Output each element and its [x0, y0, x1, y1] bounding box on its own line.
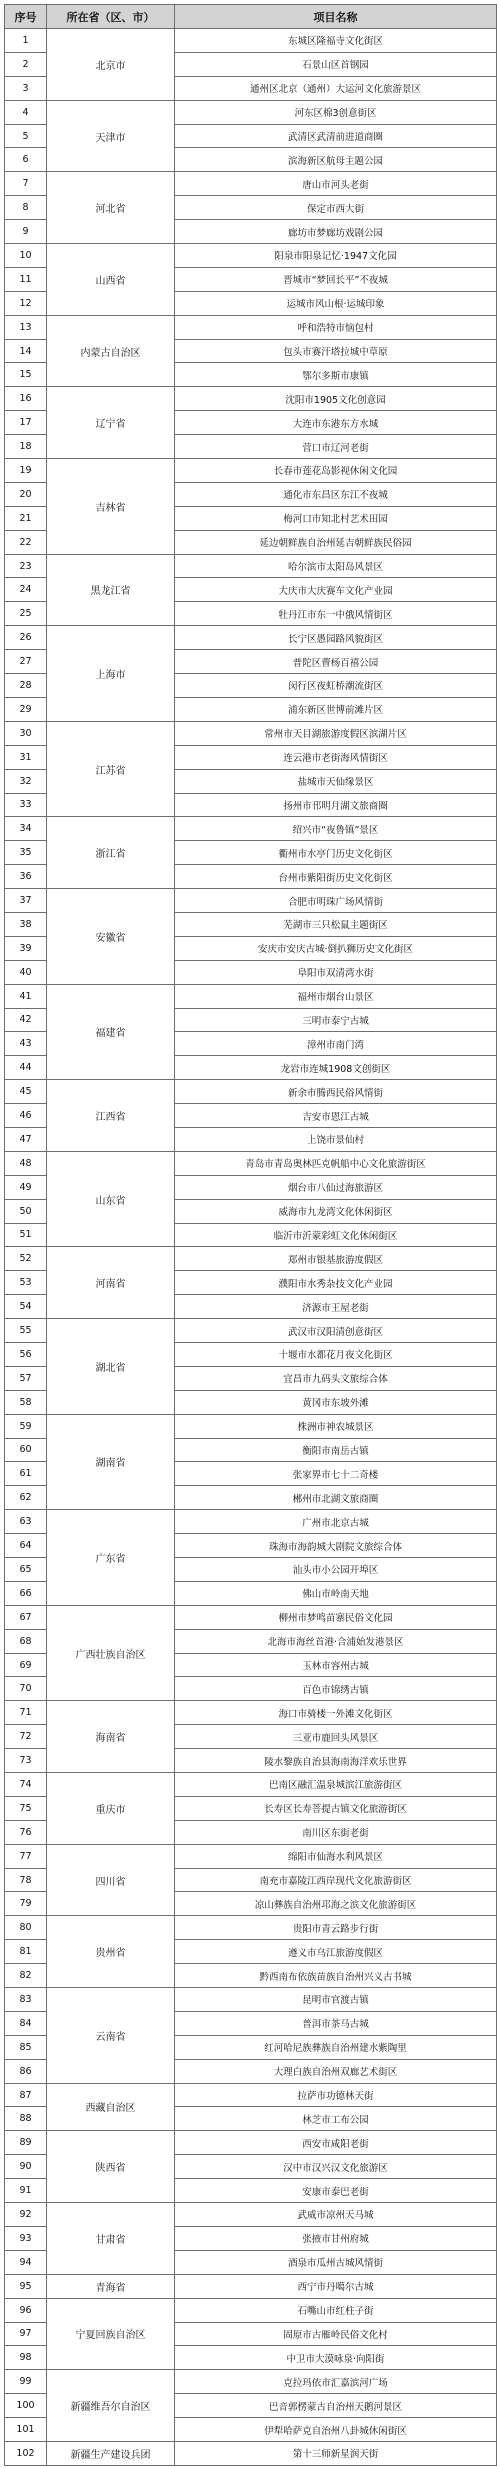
row-number: 97	[5, 2322, 47, 2346]
project-name: 哈尔滨市太阳岛风景区	[175, 554, 497, 578]
row-number: 62	[5, 1486, 47, 1510]
row-number: 14	[5, 339, 47, 363]
header-project-name: 项目名称	[175, 5, 497, 29]
table-row	[5, 1080, 497, 1104]
row-number: 98	[5, 2346, 47, 2370]
project-name: 拉萨市功德林天街	[175, 2083, 497, 2107]
province-cell: 宁夏回族自治区	[47, 2298, 175, 2370]
row-number: 82	[5, 1964, 47, 1988]
project-name: 包头市赛汗塔拉城中草原	[175, 339, 497, 363]
province-cell: 江西省	[47, 1080, 175, 1152]
row-number: 101	[5, 2418, 47, 2442]
project-name: 营口市辽河老街	[175, 435, 497, 459]
row-number: 58	[5, 1390, 47, 1414]
row-number: 74	[5, 1773, 47, 1797]
project-name: 汕头市小公园开埠区	[175, 1558, 497, 1582]
province-cell: 辽宁省	[47, 387, 175, 459]
province-cell: 吉林省	[47, 459, 175, 555]
table-row	[5, 459, 497, 483]
table-row	[5, 2298, 497, 2322]
province-cell: 内蒙古自治区	[47, 315, 175, 387]
row-number: 73	[5, 1749, 47, 1773]
row-number: 45	[5, 1080, 47, 1104]
row-number: 41	[5, 984, 47, 1008]
table-row	[5, 817, 497, 841]
table-row	[5, 626, 497, 650]
province-cell: 天津市	[47, 100, 175, 172]
project-name: 石嘴山市红柱子街	[175, 2298, 497, 2322]
province-cell: 湖北省	[47, 1319, 175, 1415]
project-name: 大理白族自治州双廊艺术街区	[175, 2059, 497, 2083]
row-number: 102	[5, 2441, 47, 2465]
row-number: 86	[5, 2059, 47, 2083]
table-row	[5, 2370, 497, 2394]
table-row	[5, 554, 497, 578]
table-row	[5, 387, 497, 411]
row-number: 34	[5, 817, 47, 841]
project-name: 宜昌市九码头文旅综合体	[175, 1366, 497, 1390]
table-row	[5, 984, 497, 1008]
province-cell: 安徽省	[47, 889, 175, 985]
project-name: 北海市海丝首港·合浦始发港景区	[175, 1629, 497, 1653]
row-number: 88	[5, 2107, 47, 2131]
project-name: 林芝市工布公园	[175, 2107, 497, 2131]
project-name: 新余市腾西民俗风情街	[175, 1080, 497, 1104]
province-cell: 云南省	[47, 1988, 175, 2084]
province-cell: 广西壮族自治区	[47, 1605, 175, 1701]
table-row	[5, 2441, 497, 2465]
row-number: 3	[5, 76, 47, 100]
row-number: 61	[5, 1462, 47, 1486]
row-number: 91	[5, 2179, 47, 2203]
project-name: 西宁市丹噶尔古城	[175, 2274, 497, 2298]
project-name: 漳州市南门湾	[175, 1032, 497, 1056]
row-number: 54	[5, 1295, 47, 1319]
row-number: 36	[5, 865, 47, 889]
row-number: 52	[5, 1247, 47, 1271]
project-name: 张掖市甘州府城	[175, 2226, 497, 2250]
table-row	[5, 2203, 497, 2227]
project-name: 延边朝鲜族自治州延吉朝鲜族民俗园	[175, 530, 497, 554]
row-number: 83	[5, 1988, 47, 2012]
project-name: 通化市东昌区东江不夜城	[175, 482, 497, 506]
table-row	[5, 1988, 497, 2012]
project-name: 晋城市“梦回长平”不夜城	[175, 267, 497, 291]
row-number: 93	[5, 2226, 47, 2250]
row-number: 72	[5, 1725, 47, 1749]
province-cell: 河南省	[47, 1247, 175, 1319]
project-name: 芜湖市三只松鼠主题街区	[175, 912, 497, 936]
table-row	[5, 29, 497, 53]
project-name: 龙岩市连城1908文创街区	[175, 1056, 497, 1080]
project-name: 黄冈市东坡外滩	[175, 1390, 497, 1414]
row-number: 17	[5, 411, 47, 435]
row-number: 31	[5, 745, 47, 769]
project-name: 牡丹江市东一中俄风情街区	[175, 602, 497, 626]
project-name: 河东区棉3创意街区	[175, 100, 497, 124]
province-cell: 青海省	[47, 2274, 175, 2298]
province-cell: 广东省	[47, 1510, 175, 1606]
table-row	[5, 1916, 497, 1940]
row-number: 80	[5, 1916, 47, 1940]
table-row	[5, 2083, 497, 2107]
province-cell: 黑龙江省	[47, 554, 175, 626]
project-name: 普陀区曹杨百禧公园	[175, 650, 497, 674]
project-name: 汉中市汉兴汉文化旅游区	[175, 2155, 497, 2179]
row-number: 38	[5, 912, 47, 936]
project-name: 巴南区融汇温泉城滨江旅游街区	[175, 1773, 497, 1797]
province-cell: 湖南省	[47, 1414, 175, 1510]
project-name: 普洱市茶马古城	[175, 2011, 497, 2035]
row-number: 44	[5, 1056, 47, 1080]
project-name: 衢州市水亭门历史文化街区	[175, 841, 497, 865]
project-name: 陵水黎族自治县海南海洋欢乐世界	[175, 1749, 497, 1773]
project-name: 固原市古雁岭民俗文化村	[175, 2322, 497, 2346]
project-name: 福州市烟台山景区	[175, 984, 497, 1008]
province-cell: 四川省	[47, 1844, 175, 1916]
province-cell: 福建省	[47, 984, 175, 1080]
row-number: 87	[5, 2083, 47, 2107]
table-row	[5, 1414, 497, 1438]
project-name: 吉安市恩江古城	[175, 1104, 497, 1128]
project-name: 绍兴市“夜鲁镇”景区	[175, 817, 497, 841]
project-name: 武清区武清前进道商圈	[175, 124, 497, 148]
row-number: 39	[5, 936, 47, 960]
project-name: 安庆市安庆古城·倒扒狮历史文化街区	[175, 936, 497, 960]
province-cell: 河北省	[47, 172, 175, 244]
row-number: 8	[5, 196, 47, 220]
row-number: 35	[5, 841, 47, 865]
project-name: 连云港市老街海风情街区	[175, 745, 497, 769]
project-name: 石景山区首钢园	[175, 52, 497, 76]
row-number: 42	[5, 1008, 47, 1032]
project-name: 张家界市七十二奇楼	[175, 1462, 497, 1486]
row-number: 24	[5, 578, 47, 602]
row-number: 5	[5, 124, 47, 148]
project-name: 广州市北京古城	[175, 1510, 497, 1534]
project-name: 凉山彝族自治州邛海之滨文化旅游街区	[175, 1892, 497, 1916]
row-number: 6	[5, 148, 47, 172]
row-number: 32	[5, 769, 47, 793]
row-number: 67	[5, 1605, 47, 1629]
row-number: 47	[5, 1127, 47, 1151]
project-name: 盐城市天仙缘景区	[175, 769, 497, 793]
project-name: 常州市天目湖旅游度假区滨湖片区	[175, 721, 497, 745]
row-number: 89	[5, 2131, 47, 2155]
project-name: 梅河口市知北村艺术田园	[175, 506, 497, 530]
table-row	[5, 2274, 497, 2298]
project-name: 株洲市神农城景区	[175, 1414, 497, 1438]
province-cell: 西藏自治区	[47, 2083, 175, 2131]
table-row	[5, 100, 497, 124]
row-number: 55	[5, 1319, 47, 1343]
project-name: 克拉玛依市汇嘉滨河广场	[175, 2370, 497, 2394]
row-number: 68	[5, 1629, 47, 1653]
row-number: 76	[5, 1820, 47, 1844]
project-name: 济源市王屋老街	[175, 1295, 497, 1319]
row-number: 10	[5, 244, 47, 268]
project-name: 闵行区夜虹桥潮流街区	[175, 674, 497, 698]
row-number: 92	[5, 2203, 47, 2227]
row-number: 37	[5, 889, 47, 913]
row-number: 69	[5, 1653, 47, 1677]
province-cell: 北京市	[47, 29, 175, 101]
row-number: 60	[5, 1438, 47, 1462]
table-row	[5, 244, 497, 268]
project-name: 青岛市青岛奥林匹克帆船中心文化旅游街区	[175, 1151, 497, 1175]
project-name: 郴州市北湖文旅商圈	[175, 1486, 497, 1510]
row-number: 71	[5, 1701, 47, 1725]
project-name: 海口市骑楼一外滩文化街区	[175, 1701, 497, 1725]
row-number: 23	[5, 554, 47, 578]
project-name: 运城市风山根·运城印象	[175, 291, 497, 315]
row-number: 46	[5, 1104, 47, 1128]
project-name: 廊坊市梦廊坊戏剧公园	[175, 220, 497, 244]
table-row	[5, 1510, 497, 1534]
province-cell: 江苏省	[47, 721, 175, 817]
table-row	[5, 1247, 497, 1271]
row-number: 27	[5, 650, 47, 674]
row-number: 30	[5, 721, 47, 745]
project-name: 西安市咸阳老街	[175, 2131, 497, 2155]
row-number: 85	[5, 2035, 47, 2059]
row-number: 70	[5, 1677, 47, 1701]
project-name: 安康市泰巴老街	[175, 2179, 497, 2203]
project-name: 阳泉市阳泉记忆·1947文化园	[175, 244, 497, 268]
row-number: 2	[5, 52, 47, 76]
row-number: 9	[5, 220, 47, 244]
project-name: 通州区北京（通州）大运河文化旅游景区	[175, 76, 497, 100]
header-number: 序号	[5, 5, 47, 29]
row-number: 84	[5, 2011, 47, 2035]
project-name: 东城区隆福寺文化街区	[175, 29, 497, 53]
table-row	[5, 1151, 497, 1175]
project-name: 酒泉市瓜州古城风情街	[175, 2250, 497, 2274]
project-name: 南川区东街老街	[175, 1820, 497, 1844]
row-number: 65	[5, 1558, 47, 1582]
project-table	[4, 4, 497, 2466]
province-cell: 贵州省	[47, 1916, 175, 1988]
project-name: 滨海新区航母主题公园	[175, 148, 497, 172]
table-body	[5, 29, 497, 2466]
row-number: 64	[5, 1534, 47, 1558]
province-cell: 山东省	[47, 1151, 175, 1247]
row-number: 1	[5, 29, 47, 53]
project-name: 绵阳市仙海水利风景区	[175, 1844, 497, 1868]
table-row	[5, 1773, 497, 1797]
row-number: 95	[5, 2274, 47, 2298]
project-name: 长宁区愚园路风貌街区	[175, 626, 497, 650]
row-number: 15	[5, 363, 47, 387]
project-name: 佛山市岭南天地	[175, 1581, 497, 1605]
province-cell: 新疆生产建设兵团	[47, 2441, 175, 2465]
row-number: 19	[5, 459, 47, 483]
row-number: 16	[5, 387, 47, 411]
project-name: 保定市西大街	[175, 196, 497, 220]
row-number: 48	[5, 1151, 47, 1175]
project-name: 大连市东港东方水城	[175, 411, 497, 435]
table-row	[5, 721, 497, 745]
project-name: 上饶市景仙村	[175, 1127, 497, 1151]
row-number: 12	[5, 291, 47, 315]
project-name: 十堰市水都花月夜文化街区	[175, 1342, 497, 1366]
table-row	[5, 2131, 497, 2155]
project-name: 贵阳市青云路步行街	[175, 1916, 497, 1940]
row-number: 18	[5, 435, 47, 459]
row-number: 96	[5, 2298, 47, 2322]
row-number: 63	[5, 1510, 47, 1534]
row-number: 11	[5, 267, 47, 291]
table-row	[5, 1319, 497, 1343]
row-number: 20	[5, 482, 47, 506]
province-cell: 新疆维吾尔自治区	[47, 2370, 175, 2442]
row-number: 25	[5, 602, 47, 626]
project-name: 昆明市官渡古镇	[175, 1988, 497, 2012]
project-name: 巴音郭楞蒙古自治州天鹅河景区	[175, 2394, 497, 2418]
row-number: 49	[5, 1175, 47, 1199]
row-number: 94	[5, 2250, 47, 2274]
table-row	[5, 1844, 497, 1868]
table-row	[5, 1605, 497, 1629]
row-number: 99	[5, 2370, 47, 2394]
row-number: 28	[5, 674, 47, 698]
project-name: 南充市嘉陵江西岸现代文化旅游街区	[175, 1868, 497, 1892]
project-name: 扬州市邗明月湖文旅商圈	[175, 793, 497, 817]
project-name: 鄂尔多斯市康镇	[175, 363, 497, 387]
project-name: 中卫市大漠咏泉·向阳街	[175, 2346, 497, 2370]
row-number: 50	[5, 1199, 47, 1223]
row-number: 51	[5, 1223, 47, 1247]
project-name: 武威市凉州天马城	[175, 2203, 497, 2227]
project-name: 玉林市容州古城	[175, 1653, 497, 1677]
project-name: 大庆市大庆赛车文化产业园	[175, 578, 497, 602]
project-name: 伊犁哈萨克自治州八卦城休闲街区	[175, 2418, 497, 2442]
province-cell: 海南省	[47, 1701, 175, 1773]
row-number: 56	[5, 1342, 47, 1366]
project-name: 烟台市八仙过海旅游区	[175, 1175, 497, 1199]
project-name: 浦东新区世博前滩片区	[175, 697, 497, 721]
province-cell: 浙江省	[47, 817, 175, 889]
project-name: 濮阳市水秀杂技文化产业园	[175, 1271, 497, 1295]
project-name: 遵义市乌江旅游度假区	[175, 1940, 497, 1964]
province-cell: 重庆市	[47, 1773, 175, 1845]
row-number: 53	[5, 1271, 47, 1295]
row-number: 40	[5, 960, 47, 984]
row-number: 4	[5, 100, 47, 124]
project-name: 珠海市海韵城大剧院文旅综合体	[175, 1534, 497, 1558]
row-number: 22	[5, 530, 47, 554]
project-name: 黔西南布依族苗族自治州兴义古书城	[175, 1964, 497, 1988]
header-province: 所在省（区、市）	[47, 5, 175, 29]
table-row	[5, 889, 497, 913]
table-row	[5, 315, 497, 339]
project-name: 台州市紫阳街历史文化街区	[175, 865, 497, 889]
row-number: 33	[5, 793, 47, 817]
project-name: 唐山市河头老街	[175, 172, 497, 196]
project-name: 呼和浩特市恼包村	[175, 315, 497, 339]
province-cell: 上海市	[47, 626, 175, 722]
project-name: 合肥市明珠广场风情街	[175, 889, 497, 913]
row-number: 59	[5, 1414, 47, 1438]
project-name: 红河哈尼族彝族自治州建水紫陶里	[175, 2035, 497, 2059]
row-number: 7	[5, 172, 47, 196]
province-cell: 陕西省	[47, 2131, 175, 2203]
row-number: 43	[5, 1032, 47, 1056]
project-name: 阜阳市双清湾水街	[175, 960, 497, 984]
row-number: 81	[5, 1940, 47, 1964]
project-name: 百色市锦绣古镇	[175, 1677, 497, 1701]
row-number: 75	[5, 1796, 47, 1820]
row-number: 29	[5, 697, 47, 721]
project-name: 沈阳市1905文化创意园	[175, 387, 497, 411]
header-row	[5, 5, 497, 29]
table-row	[5, 1701, 497, 1725]
project-name: 临沂市沂蒙彩虹文化休闲街区	[175, 1223, 497, 1247]
row-number: 78	[5, 1868, 47, 1892]
province-cell: 山西省	[47, 244, 175, 316]
project-name: 长春市莲花岛影视休闲文化园	[175, 459, 497, 483]
project-name: 衡阳市南岳古镇	[175, 1438, 497, 1462]
province-cell: 甘肃省	[47, 2203, 175, 2275]
row-number: 57	[5, 1366, 47, 1390]
row-number: 77	[5, 1844, 47, 1868]
row-number: 79	[5, 1892, 47, 1916]
row-number: 21	[5, 506, 47, 530]
row-number: 26	[5, 626, 47, 650]
project-name: 威海市九龙湾文化休闲街区	[175, 1199, 497, 1223]
row-number: 90	[5, 2155, 47, 2179]
project-name: 郑州市银基旅游度假区	[175, 1247, 497, 1271]
project-name: 武汉市汉阳清创意街区	[175, 1319, 497, 1343]
project-name: 三明市泰宁古城	[175, 1008, 497, 1032]
project-name: 长寿区长寿菩提古镇文化旅游街区	[175, 1796, 497, 1820]
row-number: 66	[5, 1581, 47, 1605]
project-name: 三亚市鹿回头风景区	[175, 1725, 497, 1749]
table-row	[5, 172, 497, 196]
row-number: 100	[5, 2394, 47, 2418]
project-name: 柳州市梦鸣苗寨民俗文化园	[175, 1605, 497, 1629]
project-name: 第十三师新星润天街	[175, 2441, 497, 2465]
row-number: 13	[5, 315, 47, 339]
